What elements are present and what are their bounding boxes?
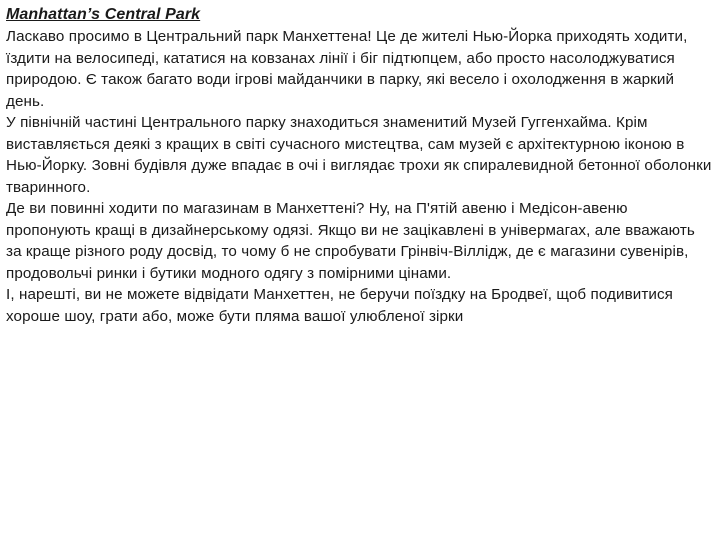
document-title: Manhattan’s Central Park <box>6 6 201 23</box>
paragraph-shopping: Де ви повинні ходити по магазинам в Манхеттені? Ну, на П'ятій авеню і Медісон-авеню пропонують кращі в дизайнерському одязі. Якщо ви не зацікавлені в універмагах, але вважають за краще різного роду досвід, то чому б не спробувати Грінвіч-Віллідж, де є магазини сувенірів, продовольчі ринки і бутики модного одягу з помірними цінами. <box>6 200 695 282</box>
paragraph-guggenheim: У північній частині Центрального парку знаходиться знаменитий Музей Гуггенхайма. Крім виставляється деякі з кращих в світі сучасного мистецтва, сам музей є архітектурною іконою в Нью-Йорку. Зовні будівля дуже впадає в очі і виглядає трохи як спиралевидной бетонної оболонки тваринного. <box>6 114 712 196</box>
paragraph-central-park: Ласкаво просимо в Центральний парк Манхеттена! Це де жителі Нью-Йорка приходять ходити, їздити на велосипеді, кататися на ковзанах лінії і біг підтюпцем, або просто насолоджуватися природою. Є також багато води ігрові майданчики в парку, які весело і охолодження в жаркий день. <box>6 28 688 110</box>
paragraph-broadway: І, нарешті, ви не можете відвідати Манхеттен, не беручи поїздку на Бродвеї, щоб подивитися хороше шоу, грати або, може бути пляма вашої улюбленої зірки <box>6 286 673 325</box>
document-body <box>6 26 714 327</box>
